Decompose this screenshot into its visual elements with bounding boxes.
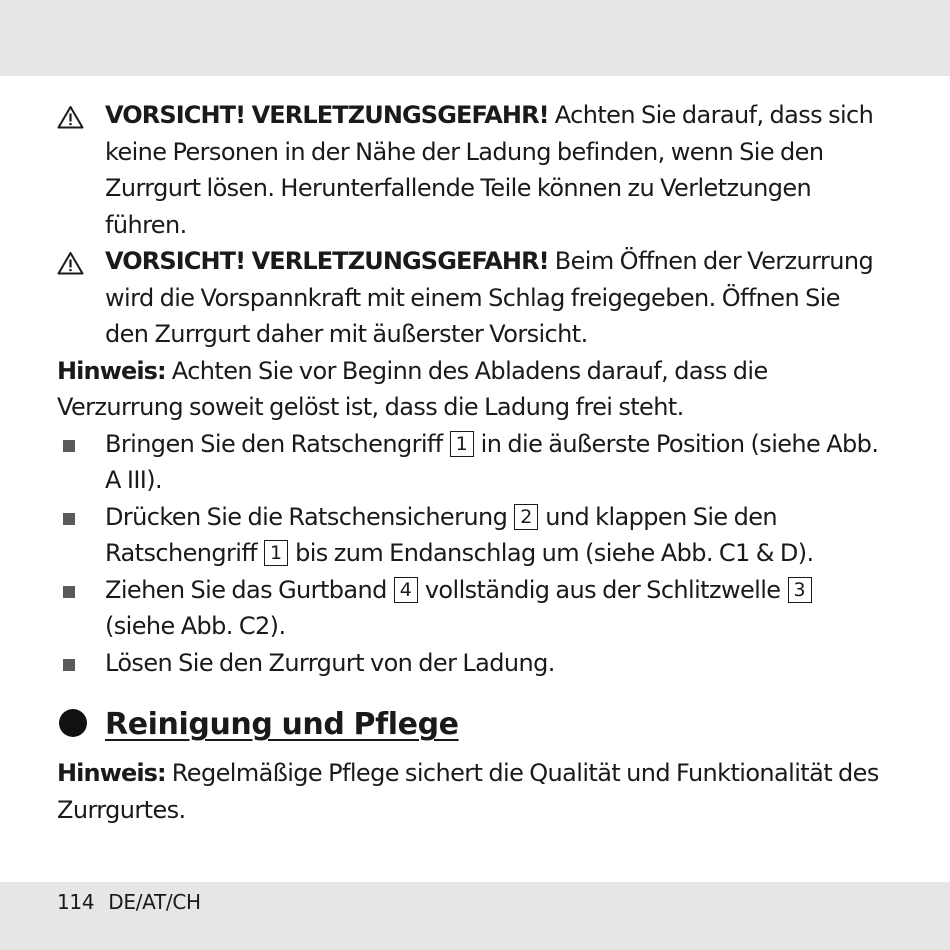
square-bullet-icon <box>63 586 75 598</box>
manual-content <box>57 97 887 828</box>
step-text: vollständig aus der Schlitzwelle <box>424 575 781 604</box>
country-code: DE/AT/CH <box>108 890 201 914</box>
step-text: Bringen Sie den Ratschengriff <box>105 429 443 458</box>
warning-triangle-icon <box>57 105 84 129</box>
note-paragraph-2 <box>57 755 887 828</box>
figure-ref-box: 3 <box>788 577 812 603</box>
step-text: Drücken Sie die Ratschensicherung <box>105 502 508 531</box>
warning-title: VORSICHT! VERLETZUNGSGEFAHR! <box>105 247 549 275</box>
note-paragraph-1 <box>57 353 887 426</box>
section-bullet-icon <box>59 709 87 737</box>
top-margin-band <box>0 0 950 76</box>
square-bullet-icon <box>63 513 75 525</box>
step-text: Lösen Sie den Zurrgurt von der Ladung. <box>105 648 555 677</box>
page-footer <box>57 888 201 916</box>
warning-block-2 <box>57 243 887 353</box>
note-label: Hinweis: <box>57 759 166 787</box>
step-text: und klappen Sie den Ratschengriff <box>105 502 778 567</box>
step-text: in die äußerste Position (siehe Abb. A III). <box>105 429 879 494</box>
step-item-2 <box>57 499 887 572</box>
figure-ref-box: 1 <box>450 431 474 457</box>
step-text: bis zum Endanschlag um (siehe Abb. C1 & D). <box>295 539 814 567</box>
figure-ref-box: 4 <box>394 577 418 603</box>
page-number: 114 <box>57 890 95 914</box>
warning-block-1 <box>57 97 887 243</box>
section-title: Reinigung und Pflege <box>105 707 459 742</box>
warning-title: VORSICHT! VERLETZUNGSGEFAHR! <box>105 101 549 129</box>
note-text: Achten Sie vor Beginn des Abladens darauf, dass die Verzurrung soweit gelöst ist, dass die Ladung frei steht. <box>57 356 768 421</box>
step-item-4 <box>57 645 887 682</box>
step-item-1 <box>57 426 887 499</box>
square-bullet-icon <box>63 659 75 671</box>
step-text: (siehe Abb. C2). <box>105 612 286 640</box>
note-text: Regelmäßige Pflege sichert die Qualität und Funktionalität des Zurrgurtes. <box>57 759 879 824</box>
warning-text: Beim Öffnen der Verzurrung wird die Vorspannkraft mit einem Schlag freigegeben. Öffnen Sie den Zurrgurt daher mit äußerster Vorsicht. <box>105 247 874 348</box>
step-text: Ziehen Sie das Gurtband <box>105 575 387 604</box>
warning-text: Achten Sie darauf, dass sich keine Personen in der Nähe der Ladung befinden, wenn Sie den Zurrgurt lösen. Herunterfallende Teile können zu Verletzungen führen. <box>105 101 874 239</box>
figure-ref-box: 2 <box>514 504 538 530</box>
note-label: Hinweis: <box>57 356 166 385</box>
step-item-3 <box>57 572 887 645</box>
figure-ref-box: 1 <box>264 540 288 566</box>
section-heading <box>57 703 887 747</box>
warning-triangle-icon <box>57 251 84 275</box>
square-bullet-icon <box>63 440 75 452</box>
